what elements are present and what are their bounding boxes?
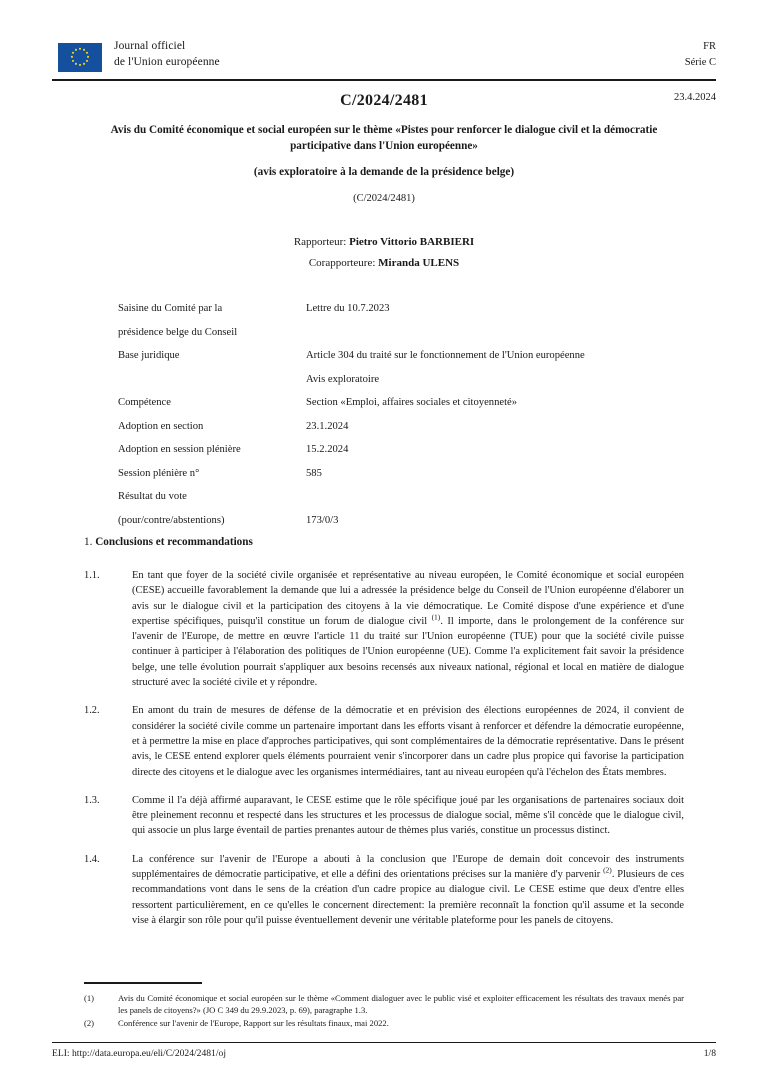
document-number: C/2024/2481 [340, 92, 428, 109]
footnote-divider [84, 982, 202, 984]
metadata-row [118, 297, 678, 321]
metadata-label: présidence belge du Conseil [118, 326, 238, 338]
paragraph-text [132, 852, 684, 928]
paragraph [84, 793, 684, 839]
footnote-marker-text: (2) [84, 1018, 95, 1029]
paragraph-number: 1.2. [84, 705, 100, 717]
footnote-marker-text: (1) [84, 993, 95, 1003]
paragraph-number: 1.1. [84, 570, 100, 581]
page-subtitle: (avis exploratoire à la demande de la présidence belge) [253, 166, 515, 178]
paragraph-text-segment: . Plusieurs de ces recommandations vont dans le sens de la création d'un cadre propice au dialogue civil. Le CESE estime que deux d'entre elles ressortent particulièrement, en ce qu'elles le concernent directement: la première reconnaît la fonction qu'il assume et la seconde vise à élargir son rôle pour qu'il puisse éventuellement devenir une véritable plateforme pour les panels de citoyens. [132, 869, 684, 926]
page-title [104, 122, 664, 154]
metadata-row [118, 368, 678, 392]
paragraph-number: 1.4. [84, 853, 100, 865]
page-title-line2: la démocratie participative dans l'Union européenne» [290, 124, 658, 152]
footnote-reference[interactable]: (2) [603, 865, 612, 875]
footnote-text: Avis du Comité économique et social européen sur le thème «Comment dialoguer avec le public visé et exploiter efficacement les résultats des travaux menés par les panels de citoyens?» (JO C 349 du 29.9.2023, p. 69), paragraphe 1.3. [118, 993, 684, 1016]
eu-flag-icon [58, 43, 102, 72]
journal-title [114, 39, 220, 70]
masthead-right [685, 39, 716, 70]
paragraph-text [132, 703, 684, 779]
metadata-table [118, 297, 678, 532]
footnote-marker [84, 992, 118, 1016]
eli-link[interactable]: ELI: http://data.europa.eu/eli/C/2024/2481/oj [52, 1048, 226, 1059]
metadata-label: Session plénière n° [118, 467, 200, 479]
metadata-label: Compétence [118, 397, 171, 408]
paragraph-text-segment: En tant que foyer de la société civile organisée et représentative au niveau européen, le Comité économique et social européen (CESE) accueille favorablement la demande que lui a adressée la présidence belge du Conseil de l'Union européenne d'élaborer un avis sur le dialogue civil et la participation des citoyens à la vie démocratique. Le Comité dispose d'une expérience et d'une expertise spécifiques, puisqu'il constitue un forum de dialogue civil [132, 570, 684, 627]
paragraph-text-segment: En amont du train de mesures de défense de la démocratie et en prévision des élections européennes de 2024, il convient de considérer la société civile comme un partenaire important dans les efforts visant à renforcer et défendre la démocratie européenne, et à permettre la mise en place d'approches participatives, qui sont complémentaires de la démocratie représentative. Dans le présent avis, le CESE entend explorer quels éléments pourraient venir s'incorporer dans un cadre plus propice qui favorise la participation directe des citoyens et le dialogue avec les organismes intermédiaires, tant au niveau européen qu'à l'échelon des États membres. [132, 705, 684, 778]
header-divider [52, 79, 716, 81]
paragraph [84, 703, 684, 779]
metadata-label [118, 368, 306, 392]
metadata-label: Saisine du Comité par la [118, 303, 223, 314]
metadata-row [118, 344, 678, 368]
metadata-value: 173/0/3 [306, 514, 339, 526]
body-paragraphs [84, 568, 684, 941]
journal-title-line1: Journal officiel [114, 40, 186, 52]
metadata-row [118, 462, 678, 486]
document-date: 23.4.2024 [674, 92, 716, 103]
paragraph [84, 568, 684, 690]
series-label: Série C [684, 56, 716, 68]
metadata-value: 15.2.2024 [306, 444, 349, 455]
document-reference: (C/2024/2481) [353, 193, 415, 204]
metadata-value [306, 321, 678, 345]
metadata-label: (pour/contre/abstentions) [118, 514, 225, 526]
metadata-value: Section «Emploi, affaires sociales et citoyenneté» [306, 397, 518, 408]
metadata-label: Adoption en section [118, 420, 204, 432]
rapporteur-block [104, 232, 664, 274]
metadata-value: 23.1.2024 [306, 420, 349, 432]
section-number: 1. [84, 536, 93, 548]
journal-title-line2: de l'Union européenne [114, 55, 220, 68]
footnote-marker [84, 1017, 118, 1029]
section-heading [84, 536, 253, 548]
paragraph-text-segment: Comme il l'a déjà affirmé auparavant, le CESE estime que le rôle spécifique joué par les organisations de partenaires sociaux doit être pleinement reconnu et respecté dans les structures et les processus de dialogue social, même s'il concède que le dialogue civil, qui associe un plus large éventail de parties prenantes autour de thèmes plus variés, constitue un processus distinct. [132, 794, 684, 837]
metadata-row [118, 321, 678, 345]
rapporteur-label: Rapporteur: [293, 236, 347, 248]
footnote-reference[interactable]: (1) [431, 612, 441, 622]
paragraph-number: 1.3. [84, 794, 100, 806]
metadata-row [118, 391, 678, 415]
footnote-text: Conférence sur l'avenir de l'Europe, Rapport sur les résultats finaux, mai 2022. [118, 1018, 389, 1029]
footnote-list [84, 992, 684, 1031]
metadata-value: Article 304 du traité sur le fonctionnement de l'Union européenne [306, 350, 585, 361]
metadata-label: Adoption en session plénière [118, 444, 241, 455]
paragraph-text [132, 568, 684, 690]
metadata-value: Avis exploratoire [306, 373, 380, 385]
rapporteur-line [104, 232, 664, 253]
page-number: 1/8 [703, 1048, 716, 1059]
corapporteur-label: Corapporteure: [308, 257, 376, 269]
paragraph-text-segment: . Il importe, dans le prolongement de la conférence sur l'avenir de l'Europe, de mettre en œuvre l'article 11 du traité sur l'Union européenne (TUE) pour que la société civile puisse continuer à participer à l'élaboration des politiques de l'Union européenne (UE). Comme l'a explicitement fait savoir la présidence belge, une telle évolution pourrait s'appliquer aux besoins recensés aux niveaux national, régional et local en matière de dialogue structuré avec la société civile et y répondre. [132, 615, 684, 689]
paragraph-text [132, 793, 684, 839]
metadata-value [306, 485, 678, 509]
corapporteur-name: Miranda ULENS [378, 257, 460, 269]
page-title-line1: Avis du Comité économique et social européen sur le thème «Pistes pour renforcer le dialogue civil et [110, 124, 590, 136]
metadata-row [118, 485, 678, 509]
metadata-label: Base juridique [118, 350, 180, 361]
metadata-row [118, 509, 678, 533]
paragraph [84, 852, 684, 928]
metadata-value: 585 [306, 467, 322, 479]
metadata-row [118, 415, 678, 439]
metadata-row [118, 438, 678, 462]
footnote-item [84, 1017, 684, 1029]
section-heading-text: Conclusions et recommandations [95, 536, 253, 548]
footer-divider [52, 1042, 716, 1043]
metadata-value: Lettre du 10.7.2023 [306, 303, 390, 314]
language-code: FR [703, 41, 716, 52]
corapporteur-line [104, 253, 664, 274]
footnote-item [84, 992, 684, 1016]
paragraph-text-segment: La conférence sur l'avenir de l'Europe a abouti à la conclusion que l'Europe de demain doit concevoir des instruments supplémentaires de démocratie participative, et elle a défini des orientations précises sur la manière d'y parvenir [132, 853, 684, 881]
metadata-label: Résultat du vote [118, 491, 187, 502]
masthead [52, 41, 716, 75]
rapporteur-name: Pietro Vittorio BARBIERI [349, 236, 475, 248]
